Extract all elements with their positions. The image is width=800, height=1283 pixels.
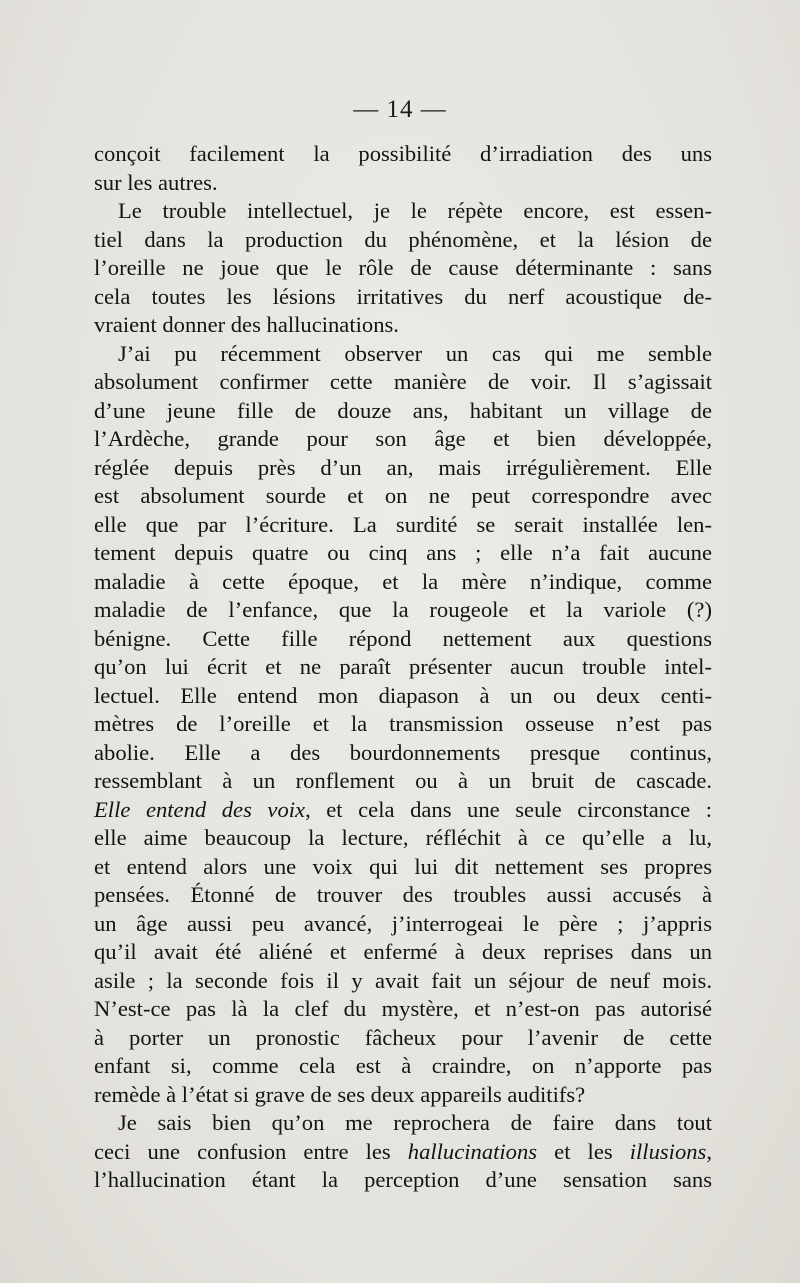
body-text [94, 140, 712, 1195]
text-line: bénigne. Cette fille répond nettement aux questions [94, 625, 712, 651]
text-line: réglée depuis près d’un an, mais irrégulièrement. Elle [94, 454, 712, 480]
text-line-with-italic [94, 1138, 712, 1167]
italic-phrase: Elle entend des voix [94, 796, 306, 822]
text-line-with-italic [94, 796, 712, 825]
text-line: enfant si, comme cela est à craindre, on n’apporte pas [94, 1053, 712, 1078]
text-line: ressemblant à un ronflement ou à un bruit de cascade. [94, 768, 712, 793]
text-line: Le trouble intellectuel, je le répète encore, est essen- [118, 198, 712, 223]
text-line: à porter un pronostic fâcheux pour l’avenir de cette [94, 1024, 712, 1050]
text-line: l’oreille ne joue que le rôle de cause déterminante : sans [94, 255, 712, 280]
text-line: remède à l’état si grave de ses deux appareils auditifs? [94, 1081, 586, 1107]
page-number: — 14 — [353, 96, 447, 123]
text-line: lectuel. Elle entend mon diapason à un ou deux centi- [94, 682, 712, 708]
text-line: elle aime beaucoup la lecture, réfléchit à ce qu’elle a lu, [94, 825, 712, 850]
text-line: qu’il avait été aliéné et enfermé à deux reprises dans un [94, 939, 712, 964]
text-line: maladie de l’enfance, que la rougeole et la variole (?) [94, 597, 712, 622]
text-line: absolument confirmer cette manière de voir. Il s’agissait [94, 369, 712, 394]
text-run: , [706, 1138, 712, 1164]
text-line: tiel dans la production du phénomène, et la lésion de [94, 226, 712, 252]
text-line: tement depuis quatre ou cinq ans ; elle n’a fait aucune [94, 540, 712, 565]
text-line: pensées. Étonné de trouver des troubles aussi accusés à [94, 882, 712, 907]
text-line: N’est-ce pas là la clef du mystère, et n’est-on pas autorisé [94, 996, 712, 1021]
text-run: ceci une confusion entre les [94, 1138, 408, 1164]
text-line: conçoit facilement la possibilité d’irradiation des uns [94, 141, 712, 166]
text-line: l’Ardèche, grande pour son âge et bien développée, [94, 426, 712, 451]
text-run: , et cela dans une seule circonstance : [305, 796, 712, 822]
text-line: un âge aussi peu avancé, j’interrogeai le père ; j’appris [94, 910, 712, 936]
italic-word: hallucinations [407, 1138, 538, 1164]
text-line: Je sais bien qu’on me reprochera de faire dans tout [118, 1110, 712, 1135]
text-line: maladie à cette époque, et la mère n’indique, comme [94, 568, 712, 594]
text-line: l’hallucination étant la perception d’une sensation sans [94, 1167, 712, 1192]
italic-word: illusions [629, 1138, 707, 1164]
text-line: vraient donner des hallucinations. [94, 312, 399, 337]
text-line: est absolument sourde et on ne peut correspondre avec [94, 483, 712, 508]
text-line: elle que par l’écriture. La surdité se serait installée len- [94, 511, 712, 537]
text-line: sur les autres. [94, 169, 218, 195]
text-line: d’une jeune fille de douze ans, habitant un village de [94, 397, 712, 423]
text-line: J’ai pu récemment observer un cas qui me semble [118, 340, 712, 366]
text-line: et entend alors une voix qui lui dit nettement ses propres [94, 853, 712, 879]
text-line: cela toutes les lésions irritatives du nerf acoustique de- [94, 283, 712, 309]
text-run: et les [537, 1138, 630, 1164]
text-line: mètres de l’oreille et la transmission osseuse n’est pas [94, 711, 712, 736]
text-line: qu’on lui écrit et ne paraît présenter aucun trouble intel- [94, 654, 712, 679]
text-line: asile ; la seconde fois il y avait fait un séjour de neuf mois. [94, 967, 712, 993]
text-line: abolie. Elle a des bourdonnements presque continus, [94, 739, 712, 765]
